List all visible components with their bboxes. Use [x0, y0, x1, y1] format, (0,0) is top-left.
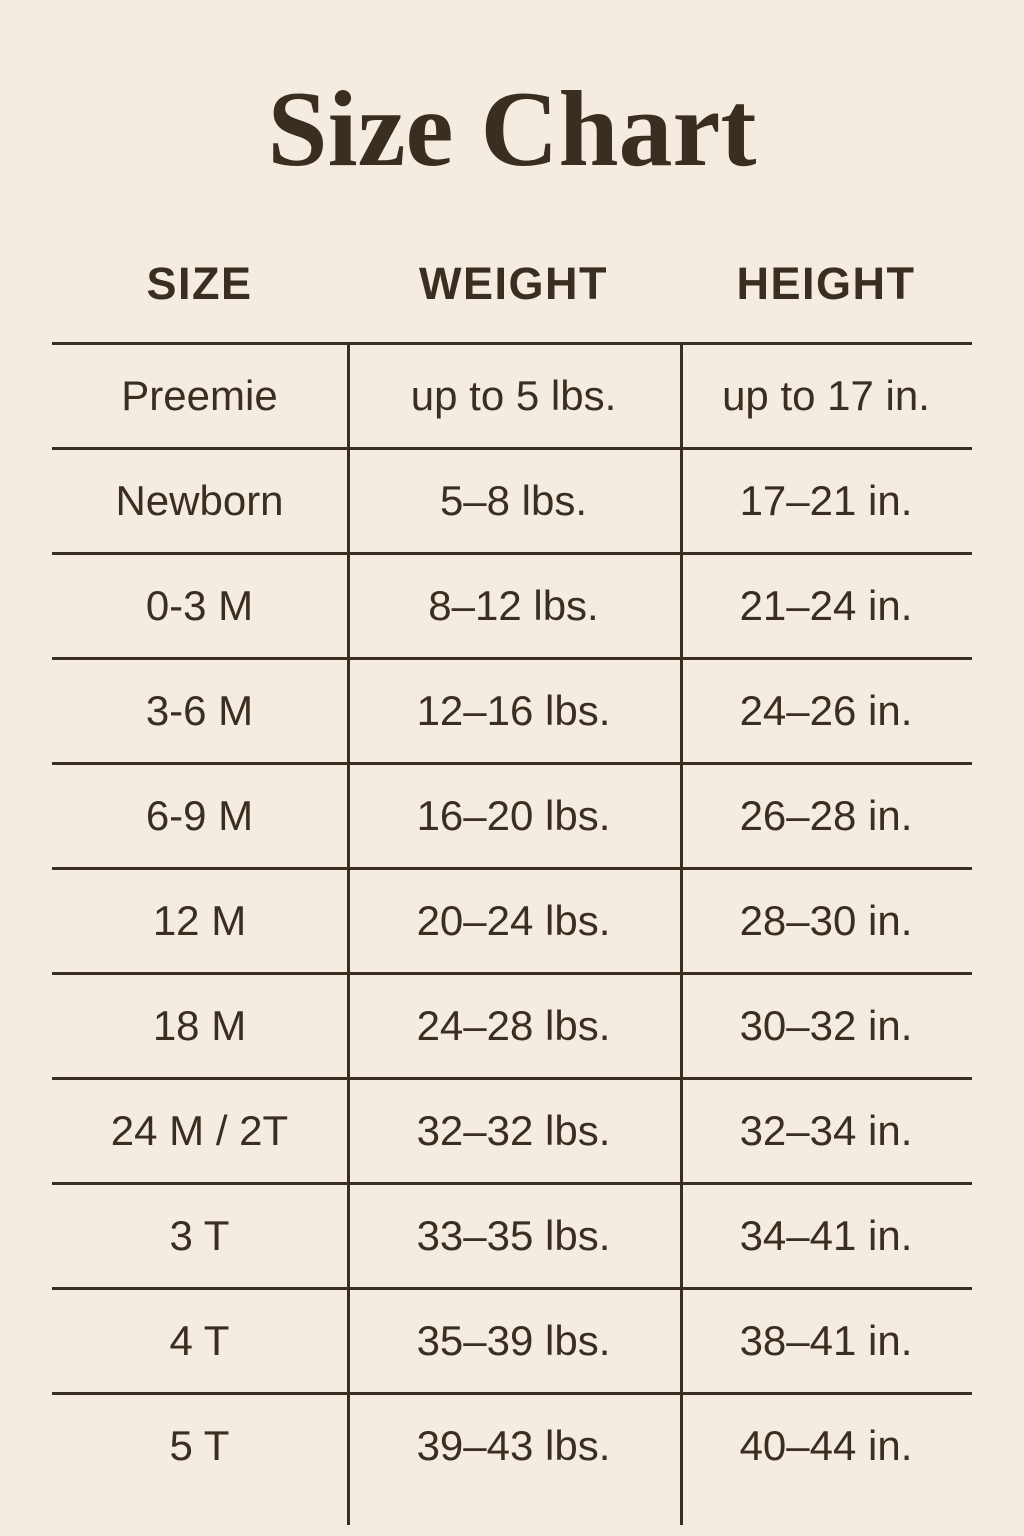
cell-weight: 39–43 lbs.: [416, 1422, 611, 1469]
column-divider-right: [680, 344, 683, 1526]
table-row: [52, 974, 972, 1079]
cell-height: 26–28 in.: [680, 764, 972, 869]
table-row: [52, 659, 972, 764]
cell-height: 17–21 in.: [680, 449, 972, 554]
cell-size: 12 M: [52, 869, 347, 974]
table-row: [52, 344, 972, 449]
cell-size: 0-3 M: [52, 554, 347, 659]
page-title: Size Chart: [267, 70, 757, 189]
cell-weight: 20–24 lbs.: [347, 869, 680, 974]
column-header-size: SIZE: [52, 258, 347, 344]
cell-size: Preemie: [52, 344, 347, 449]
size-chart-table: [52, 258, 972, 1497]
table-row: [52, 449, 972, 554]
cell-size: Newborn: [52, 449, 347, 554]
column-header-weight: WEIGHT: [347, 258, 680, 344]
table-row: [52, 554, 972, 659]
cell-height: 28–30 in.: [680, 869, 972, 974]
cell-weight: 12–16 lbs.: [347, 659, 680, 764]
cell-height: up to 17 in.: [680, 344, 972, 449]
cell-height: 21–24 in.: [680, 554, 972, 659]
cell-size: 3-6 M: [52, 659, 347, 764]
cell-size: 24 M / 2T: [52, 1079, 347, 1184]
column-header-height: HEIGHT: [680, 258, 972, 344]
table-header-row: [52, 258, 972, 344]
table-body: [52, 344, 972, 1498]
cell-size: 4 T: [52, 1289, 347, 1394]
cell-size: 6-9 M: [52, 764, 347, 869]
cell-weight: 24–28 lbs.: [347, 974, 680, 1079]
cell-size: 5 T: [169, 1422, 230, 1469]
column-divider-left: [347, 344, 350, 1526]
table-row: [52, 1184, 972, 1289]
cell-height: 24–26 in.: [680, 659, 972, 764]
cell-weight: 8–12 lbs.: [347, 554, 680, 659]
cell-weight: 16–20 lbs.: [347, 764, 680, 869]
table-row: [52, 1289, 972, 1394]
cell-height: 38–41 in.: [680, 1289, 972, 1394]
cell-weight: 5–8 lbs.: [347, 449, 680, 554]
cell-weight: up to 5 lbs.: [347, 344, 680, 449]
table-row: [52, 1079, 972, 1184]
cell-size: 18 M: [52, 974, 347, 1079]
cell-height: 30–32 in.: [680, 974, 972, 1079]
table-row: [52, 1394, 972, 1498]
cell-height: 32–34 in.: [680, 1079, 972, 1184]
cell-height: 40–44 in.: [739, 1422, 913, 1469]
cell-size: 3 T: [52, 1184, 347, 1289]
cell-height: 34–41 in.: [680, 1184, 972, 1289]
table-row: [52, 764, 972, 869]
table-row: [52, 869, 972, 974]
cell-weight: 33–35 lbs.: [347, 1184, 680, 1289]
cell-weight: 32–32 lbs.: [347, 1079, 680, 1184]
cell-weight: 35–39 lbs.: [347, 1289, 680, 1394]
